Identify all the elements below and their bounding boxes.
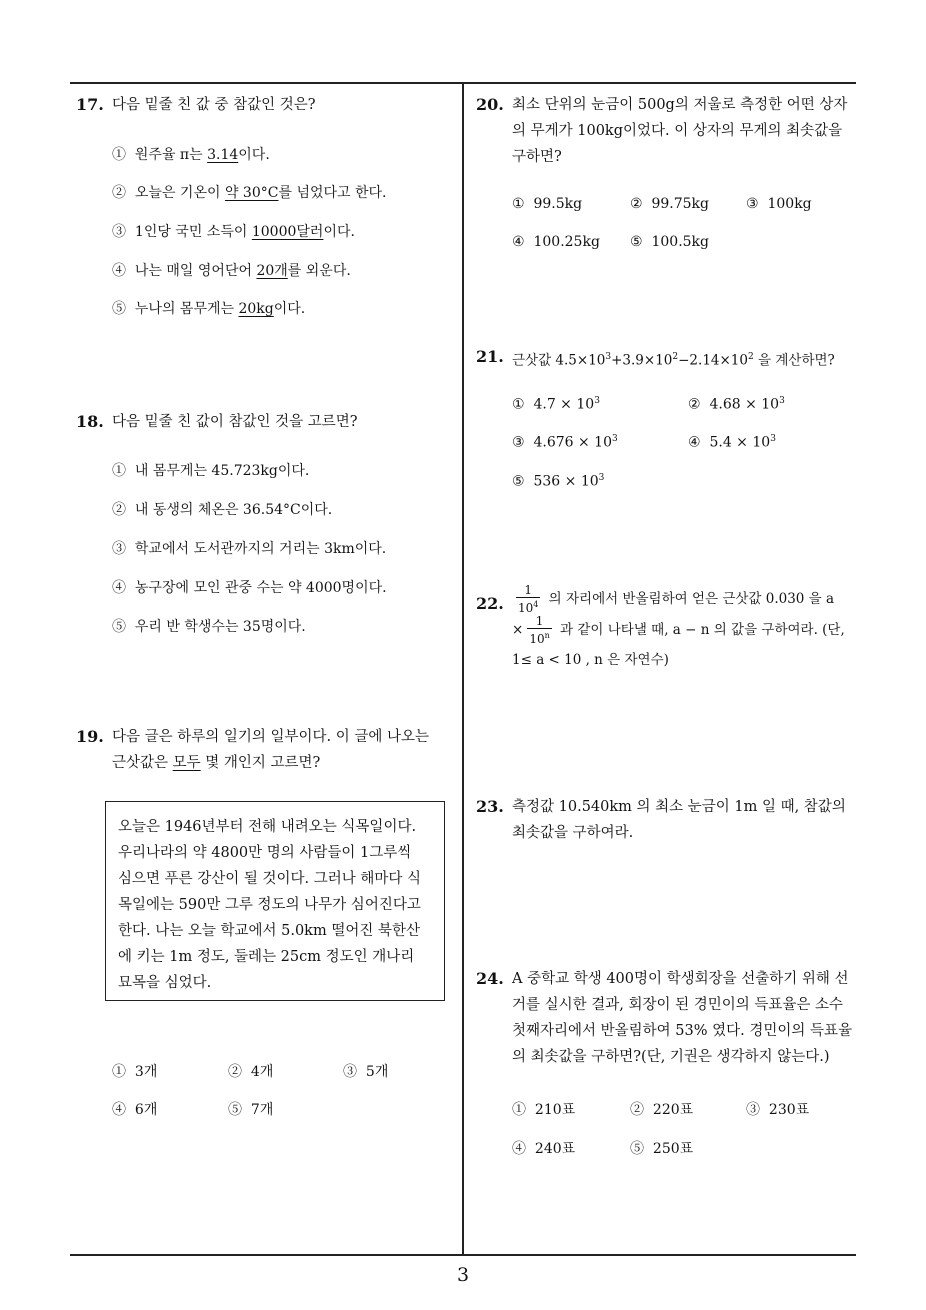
question-20: [476, 92, 861, 170]
q18-option-4[interactable]: ④ 농구장에 모인 관중 수는 약 4000명이다.: [112, 580, 387, 596]
diary-line: 오늘은 1946년부터 전해 내려오는 식목일이다.: [118, 819, 417, 835]
question-number: 21.: [476, 347, 504, 366]
diary-line: 한다. 나는 오늘 학교에서 5.0km 떨어진 북한산: [118, 923, 420, 939]
q17-option-5[interactable]: ⑤ 누나의 몸무게는 20kg이다.: [112, 301, 306, 317]
q18-option-2[interactable]: ② 내 동생의 체온은 36.54°C이다.: [112, 502, 333, 518]
q17-option-2[interactable]: ② 오늘은 기온이 약 30°C를 넘었다고 한다.: [112, 185, 387, 201]
q19-option-3[interactable]: ③ 5개: [343, 1064, 389, 1080]
q17-option-1[interactable]: ① 원주율 π는 3.14이다.: [112, 147, 270, 163]
question-number: 20.: [476, 95, 504, 114]
q24-option-3[interactable]: ③ 230표: [746, 1102, 810, 1118]
q18-option-5[interactable]: ⑤ 우리 반 학생수는 35명이다.: [112, 619, 306, 635]
q21-option-4[interactable]: ④ $5.4 \times 10^3$: [688, 434, 776, 451]
q20-option-3[interactable]: ③ 100kg: [746, 196, 812, 212]
question-stem: 20. 최소 단위의 눈금이 500g의 저울로 측정한 어떤 상자 의 무게가 100kg이었다. 이 상자의 무게의 최솟값을 구하면?: [476, 92, 861, 170]
question-22: [476, 584, 866, 674]
q18-option-3[interactable]: ③ 학교에서 도서관까지의 거리는 3km이다.: [112, 541, 387, 557]
stem-text: 다음 밑줄 친 값 중 참값인 것은?: [112, 97, 316, 113]
q17-option-3[interactable]: ③ 1인당 국민 소득이 10000달러이다.: [112, 224, 355, 240]
q20-option-2[interactable]: ② 99.75kg: [630, 196, 709, 212]
question-number: 22.: [476, 594, 504, 613]
q21-option-3[interactable]: ③ $4.676 \times 10^3$: [512, 434, 618, 451]
question-number: 18.: [76, 412, 104, 431]
page-number: 3: [456, 1264, 470, 1286]
stem-text: 다음 밑줄 친 값이 참값인 것을 고르면?: [112, 414, 358, 430]
question-stem: [76, 92, 456, 118]
question-stem: 24. A 중학교 학생 400명이 학생회장을 선출하기 위해 선 거를 실시한 결과, 회장이 된 경민이의 득표율은 소수 첫째자리에서 반올림하여 53% 였다. 경민이의 득표율 의 최솟값을 구하면?(단, 기권은 생각하지 않는다.): [476, 966, 861, 1070]
question-stem: 23. 측정값 10.540km 의 최소 눈금이 1m 일 때, 참값의 최솟값을 구하여라.: [476, 794, 861, 846]
question-number: 19.: [76, 727, 104, 746]
q17-option-4[interactable]: ④ 나는 매일 영어단어 20개를 외운다.: [112, 263, 351, 279]
question-17: [76, 92, 456, 118]
q19-option-5[interactable]: ⑤ 7개: [228, 1102, 274, 1118]
question-stem: [76, 409, 456, 435]
q20-option-4[interactable]: ④ 100.25kg: [512, 234, 600, 250]
question-19: [76, 724, 456, 776]
q24-option-1[interactable]: ① 210표: [512, 1102, 576, 1118]
q21-option-2[interactable]: ② $4.68 \times 10^3$: [688, 396, 785, 413]
question-stem: 19. 다음 글은 하루의 일기의 일부이다. 이 글에 나오는 근삿값은 모두 몇 개인지 고르면?: [76, 724, 456, 776]
q20-option-1[interactable]: ① 99.5kg: [512, 196, 583, 212]
q24-option-2[interactable]: ② 220표: [630, 1102, 694, 1118]
diary-box: [105, 801, 445, 1001]
question-number: 23.: [476, 797, 504, 816]
q19-option-2[interactable]: ② 4개: [228, 1064, 274, 1080]
q24-option-4[interactable]: ④ 240표: [512, 1141, 576, 1157]
question-number: 17.: [76, 95, 104, 114]
fraction-1-over-10-n: $\frac{1}{10^n}$: [529, 614, 550, 646]
diary-line: 우리나라의 약 4800만 명의 사람들이 1그루씩: [118, 845, 412, 861]
diary-line: 에 키는 1m 정도, 둘레는 25cm 정도인 개나리: [118, 949, 415, 965]
column-divider: [462, 82, 464, 1255]
question-21: [476, 344, 861, 374]
question-23: [476, 794, 861, 846]
q19-option-1[interactable]: ① 3개: [112, 1064, 158, 1080]
question-18: [76, 409, 456, 435]
q21-option-1[interactable]: ① $4.7 \times 10^3$: [512, 396, 600, 413]
question-24: [476, 966, 861, 1070]
q18-option-1[interactable]: ① 내 몸무게는 45.723kg이다.: [112, 463, 310, 479]
fraction-1-over-10-4: $\frac{1}{10^4}$: [518, 583, 539, 615]
q21-option-5[interactable]: ⑤ $536 \times 10^3$: [512, 473, 605, 490]
q24-option-5[interactable]: ⑤ 250표: [630, 1141, 694, 1157]
question-number: 24.: [476, 969, 504, 988]
bottom-rule: [70, 1254, 856, 1256]
diary-line: 묘목을 심었다.: [118, 975, 212, 991]
question-stem: 21. 근삿값 $4.5\times 10^3+3.9\times 10^2-2.14\times 10^2$ 을 계산하면?: [476, 344, 861, 374]
diary-line: 심으면 푸른 강산이 될 것이다. 그러나 해마다 식: [118, 871, 422, 887]
q20-option-5[interactable]: ⑤ 100.5kg: [630, 234, 709, 250]
question-stem: 22. $\frac{1}{10^4}$ 의 자리에서 반올림하여 얻은 근삿값 0.030 을 a × $\frac{1}{10^n}$ 과 같이 나타낼 때, a − n 의 값을 구하여라. (단, 1≤ a < 10 , n 은 자연수): [476, 583, 845, 668]
diary-line: 목일에는 590만 그루 정도의 나무가 심어진다고: [118, 897, 421, 913]
q19-option-4[interactable]: ④ 6개: [112, 1102, 158, 1118]
